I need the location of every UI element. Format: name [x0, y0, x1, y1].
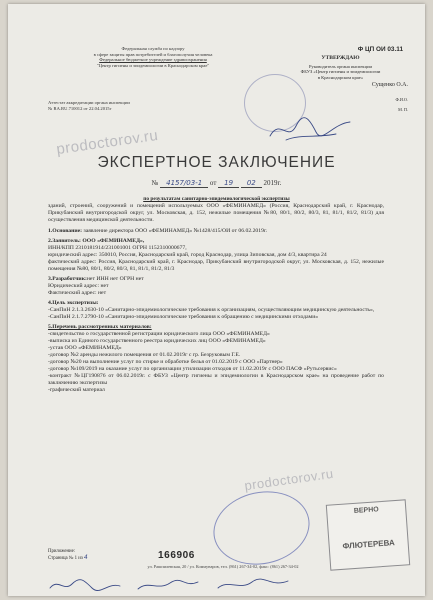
- stamp-bottom-text: ФЛЮТЕРЕВА: [342, 538, 396, 551]
- footer-address: ул. Рашпилевская, 20 / ул. Коммунаров, тел. (861) 267-34-02, факс: (861) 267-34-02: [147, 564, 299, 569]
- approve-heading: УТВЕРЖДАЮ: [321, 55, 360, 61]
- accreditation-line: № RA.RU.710012 от 22.04.2015г: [48, 105, 112, 111]
- signature-blank: [273, 83, 275, 89]
- fio-caption: Ф.И.О.: [395, 96, 408, 102]
- results-heading: по результатам санитарно-эпидемиологической экспертизы: [143, 196, 290, 202]
- footer-page-info: [48, 549, 88, 562]
- applicant-name: ООО «ФЕМИНАМЕД»,: [80, 238, 145, 244]
- material-item: -графический материал: [48, 387, 105, 393]
- purpose-item: -СанПиН 2.1.3.2630-10 «Санитарно-эпидемиологические требования к организациям, осуществляющим медицинскую деятельность»,: [48, 307, 375, 313]
- approve-signer: Сущенко О.А.: [371, 82, 408, 89]
- page-number: № 1: [68, 556, 78, 561]
- stamp-top-text: ВЕРНО: [353, 506, 379, 515]
- material-item: -выписка из Единого государственного реестра юридических лиц ООО «ФЕМИНАМЕД»: [48, 338, 266, 344]
- document-year: 2019: [263, 179, 278, 187]
- material-item: -договор №20 на выполнение услуг по стирке и обработке белья от 01.02.2019 с ООО «Партнер»: [48, 359, 283, 365]
- stamp-middle: [328, 521, 406, 532]
- agency-line: Федеральное бюджетное учреждение здравоохранения: [99, 57, 207, 63]
- document-number-line: [8, 179, 425, 187]
- section-developer: [48, 276, 384, 283]
- appendix-label: Приложение:: [48, 549, 76, 554]
- certification-stamp: [326, 499, 410, 570]
- developer-legal-address: Юридический адрес: нет: [48, 283, 109, 289]
- page-label: Страница: [48, 556, 68, 561]
- intro-paragraph: зданий, строений, сооружений и помещений используемых ООО «ФЕМИНАМЕД» (Россия, Краснодарский край, г. Краснодар, Прикубанский внутригородской округ, ул. Московская, д. 152, нежилые помещения №80, 80/1, 80/2, 80/3, 81, 81/1, 81/2, 81/3) для осуществления медицинской деятельности.: [48, 203, 384, 223]
- section-basis: [48, 228, 384, 235]
- approval-block: [273, 56, 408, 112]
- approve-signature-row: [273, 83, 408, 89]
- material-item: -устав ООО «ФЕМИНАМЕД»: [48, 345, 122, 351]
- document-title: ЭКСПЕРТНОЕ ЗАКЛЮЧЕНИЕ: [97, 154, 336, 171]
- mp-caption: М. П.: [398, 106, 408, 112]
- page-counter: [48, 555, 88, 562]
- section-purpose: 4.Цель экспертизы:: [48, 300, 99, 306]
- accreditation-line: Аттестат аккредитации органа инспекции: [48, 100, 130, 105]
- number-from-label: от: [209, 179, 217, 187]
- section-applicant: [48, 238, 384, 245]
- section-title: 1.Основание:: [48, 228, 83, 234]
- pages-total: 4: [83, 554, 88, 561]
- document-sheet: [8, 4, 425, 596]
- section-title: 3.Разработчик:: [48, 276, 87, 282]
- agency-line: в сфере защиты прав потребителей и благополучия человека: [93, 51, 213, 57]
- applicant-actual-address: фактический адрес: Россия, Краснодарский край, г. Краснодар, Прикубанский внутригородской округ, ул. Московская, д. 152, нежилые помещения №80, 80/1, 80/2, 80/3, 81, 81/1, 81/2, 81/3: [48, 259, 384, 272]
- approve-line: ФБУЗ «Центр гигиены и эпидемиологии: [300, 69, 381, 75]
- approve-line: Руководитель органа инспекции: [308, 63, 373, 69]
- document-number: 4157/03-1: [160, 179, 208, 188]
- watermark: prodoctorov.ru: [243, 465, 335, 494]
- applicant-ids: ИНН/КПП 2310181914/231001001 ОГРН 1152310000677,: [48, 245, 187, 251]
- document-body: [48, 203, 384, 394]
- number-prefix: №: [151, 179, 159, 187]
- form-code: Ф ЦП ОИ 03.11: [357, 46, 403, 53]
- section-text: заявление директора ООО «ФЕМИНАМЕД» №1428/415/ОИ от 06.02.2019г.: [82, 228, 268, 234]
- developer-actual-address: Фактический адрес: нет: [48, 290, 107, 296]
- form-serial-number: 166906: [158, 550, 195, 561]
- material-item: -контракт №ЦГ190876 от 06.02.2019г. с ФБУЗ «Центр гигиены и эпидемиологии в Краснодарском крае» на проведение работ по заключению экспертизы: [48, 373, 384, 386]
- developer-text: нет ИНН нет ОГРН нет: [86, 276, 144, 282]
- section-title: 2.Заявитель:: [48, 238, 81, 244]
- approval-signature: [266, 114, 356, 144]
- pages-label: из: [78, 556, 83, 561]
- agency-header: [48, 46, 258, 68]
- agency-line: Федеральная служба по надзору: [121, 46, 185, 51]
- section-materials: 5.Перечень рассмотренных материалов:: [48, 324, 152, 330]
- blue-seal: [207, 483, 317, 574]
- year-suffix: г.: [277, 179, 282, 187]
- accreditation-block: [48, 100, 178, 111]
- document-month: 02: [241, 179, 262, 188]
- bottom-signatures: [48, 576, 318, 594]
- agency-line: "Центр гигиены и эпидемиологии в Краснодарском крае": [96, 62, 210, 68]
- approve-line: в Краснодарском крае»: [317, 74, 364, 80]
- material-item: -договор №2 аренды нежилого помещения от 01.02.2019г с гр. Безруковым Г.Е.: [48, 352, 241, 358]
- applicant-legal-address: юридический адрес: 350010, Россия, Краснодарский край, город Краснодар, улица Зиповская, дом 4/3, квартира 24: [48, 252, 327, 258]
- watermark: prodoctorov.ru: [55, 126, 160, 159]
- material-item: -договор №109/2019 на оказание услуг по организации утилизации отходов от 11.02.2019г с ООО ПАСФ «Рутьсервис»: [48, 366, 337, 372]
- material-item: -свидетельство о государственной регистрации юридического лица ООО «ФЕМИНАМЕД»: [48, 331, 270, 337]
- purpose-item: -СанПиН 2.1.7.2790-10 «Санитарно-эпидемиологические требования к обращению с медицинскими отходами»: [48, 314, 319, 320]
- document-day: 19: [218, 179, 239, 188]
